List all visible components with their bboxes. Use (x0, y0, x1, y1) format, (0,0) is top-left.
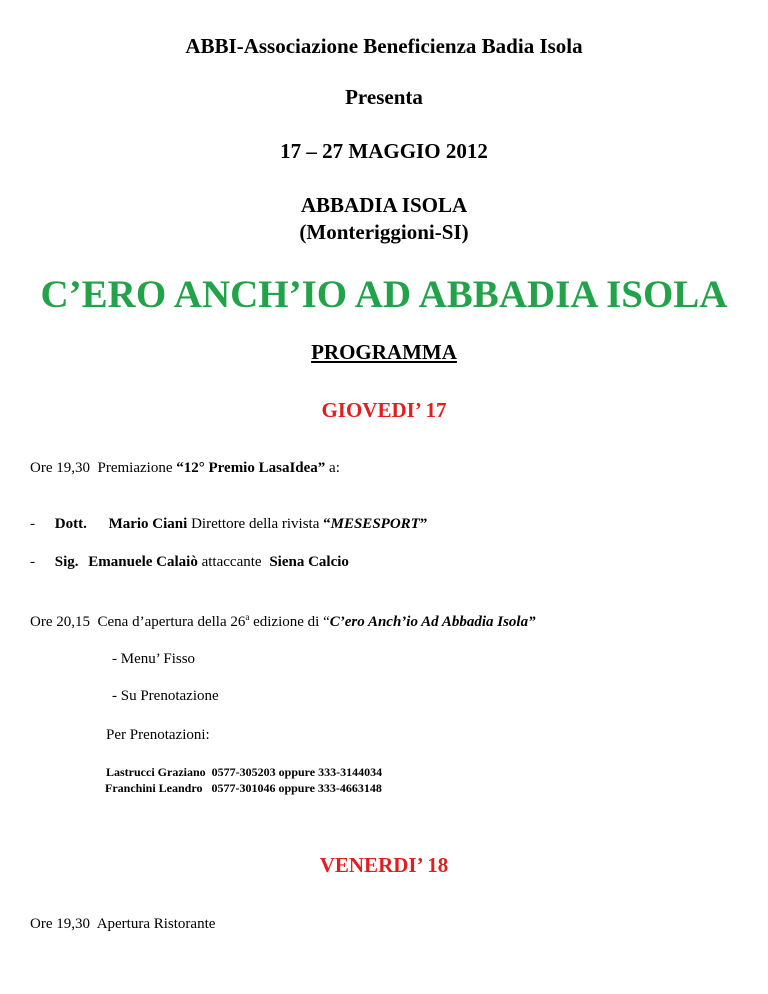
awardee-org-open: “ (323, 516, 331, 532)
option-item: - Su Prenotazione (112, 688, 219, 704)
awardee-item (30, 516, 427, 533)
awardee-item (30, 554, 349, 571)
premiazione-time: Ore 19,30 (30, 460, 90, 476)
awardee-title: Dott. (54, 516, 87, 532)
list-dash: - (30, 516, 35, 532)
place-line-2: (Monteriggioni-SI) (299, 220, 469, 244)
cena-text2: edizione di “ (249, 614, 330, 630)
venerdi-line (30, 916, 215, 933)
cena-time: Ore 20,15 (30, 614, 90, 630)
cena-text: Cena d’apertura della 26 (97, 614, 246, 630)
contact-item: Lastrucci Graziano 0577-305203 oppure 333-3144034 (106, 765, 383, 779)
event-dates: 17 – 27 MAGGIO 2012 (280, 139, 488, 163)
list-dash: - (30, 554, 35, 570)
option-item: - Menu’ Fisso (112, 651, 196, 667)
event-title: C’ERO ANCH’IO AD ABBADIA ISOLA (40, 273, 728, 316)
giovedi-heading: GIOVEDI’ 17 (321, 398, 447, 422)
premiazione-text: Premiazione (97, 460, 173, 476)
cena-line (30, 612, 536, 631)
venerdi-time: Ore 19,30 (30, 916, 90, 932)
awardee-name: Emanuele Calaiò (88, 554, 198, 570)
presenta-heading: Presenta (345, 85, 423, 109)
awardee-title: Sig. (54, 554, 79, 570)
event-place (0, 192, 768, 246)
venerdi-text: Apertura Ristorante (96, 916, 216, 932)
awardee-org-close: ” (419, 516, 428, 532)
prenotazioni-label: Per Prenotazioni: (106, 727, 210, 743)
contact-item: Franchini Leandro 0577-301046 oppure 333-4663148 (105, 781, 382, 795)
awardee-role: Direttore della rivista (191, 516, 320, 532)
cena-event-name: C’ero Anch’io Ad Abbadia Isola” (329, 614, 536, 630)
premiazione-suffix: a: (329, 460, 340, 476)
premio-name: “12° Premio LasaIdea” (176, 460, 326, 476)
cena-sup: a (245, 612, 250, 622)
awardee-name: Mario Ciani (108, 516, 188, 532)
organization-heading: ABBI-Associazione Beneficienza Badia Isola (185, 34, 583, 58)
venerdi-heading: VENERDI’ 18 (319, 853, 449, 877)
place-line-1: ABBADIA ISOLA (300, 193, 468, 217)
awardee-org: MESESPORT (330, 516, 420, 532)
programma-heading: PROGRAMMA (311, 340, 457, 364)
awardee-org: Siena Calcio (269, 554, 349, 570)
premiazione-line (30, 460, 340, 477)
contact-list (105, 764, 382, 796)
awardee-role: attaccante (201, 554, 262, 570)
